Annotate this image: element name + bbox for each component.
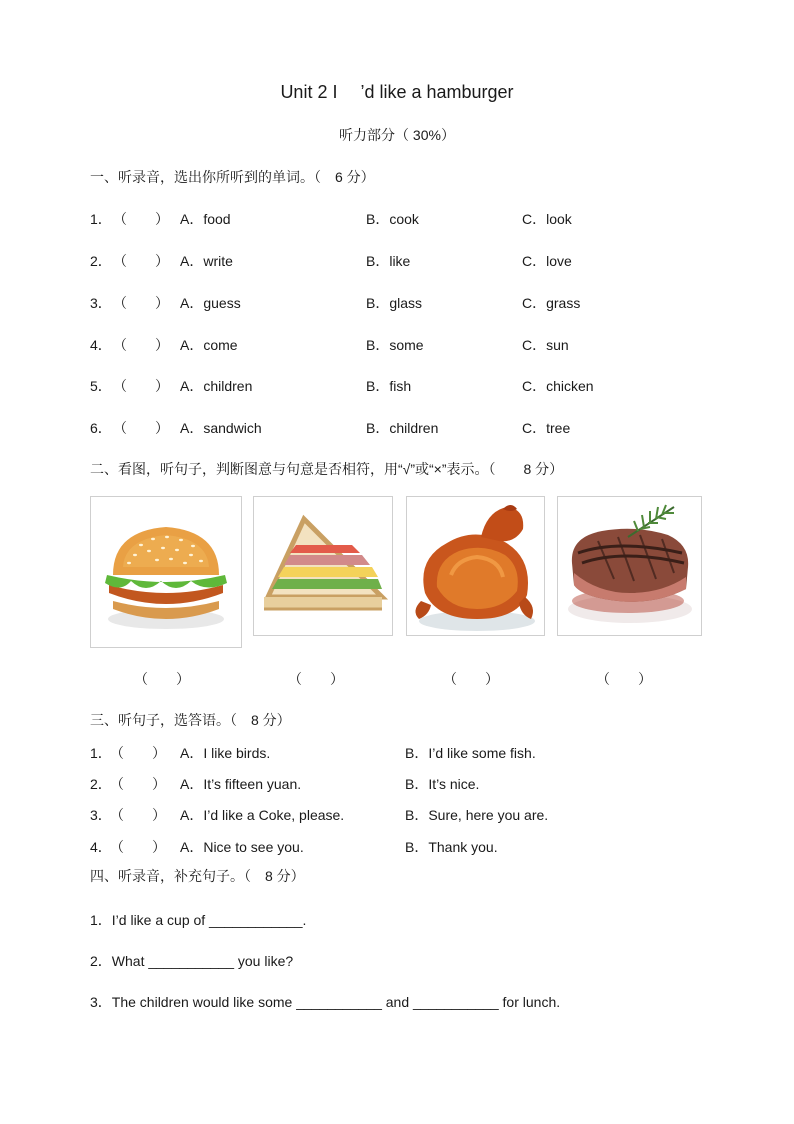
picture-answer-blank[interactable]: （ ）: [443, 671, 499, 687]
option-a: A．I’d like a Coke, please.: [180, 807, 345, 823]
answer-blank[interactable]: （ ）: [110, 839, 166, 855]
picture-answer-blank[interactable]: （ ）: [596, 671, 652, 687]
option-c: C．love: [522, 253, 572, 269]
option-c: C．look: [522, 211, 572, 227]
section-4-heading: 四、听录音，补充句子。（ 8 分）: [90, 868, 305, 884]
sandwich-image: [253, 496, 393, 636]
picture-answer-blank[interactable]: （ ）: [288, 671, 344, 687]
question-number: 4．: [90, 337, 112, 353]
option-b: B．some: [366, 337, 424, 353]
roast-chicken-icon: [407, 497, 544, 635]
option-a: A．guess: [180, 295, 241, 311]
option-b: B．fish: [366, 378, 412, 394]
option-b: B．cook: [366, 211, 419, 227]
steak-image: [557, 496, 702, 636]
question-number: 4．: [90, 839, 112, 855]
option-b: B．like: [366, 253, 411, 269]
option-b: B．Thank you.: [405, 839, 498, 855]
answer-blank[interactable]: （ ）: [110, 745, 166, 761]
option-c: C．grass: [522, 295, 581, 311]
option-a: A．sandwich: [180, 420, 262, 436]
section-3-heading: 三、听句子，选答语。（ 8 分）: [90, 712, 291, 728]
option-b: B．I’d like some fish.: [405, 745, 536, 761]
answer-blank[interactable]: （ ）: [113, 378, 169, 394]
question-number: 1．: [90, 745, 112, 761]
option-a: A．children: [180, 378, 253, 394]
option-a: A．come: [180, 337, 238, 353]
question-number: 2．: [90, 253, 112, 269]
question-number: 5．: [90, 378, 112, 394]
answer-blank[interactable]: （ ）: [110, 807, 166, 823]
question-number: 2．: [90, 776, 112, 792]
picture-answer-blank[interactable]: （ ）: [134, 671, 190, 687]
fill-in-sentence[interactable]: 3．The children would like some ___________ and ___________ for lunch.: [90, 994, 561, 1010]
answer-blank[interactable]: （ ）: [113, 253, 169, 269]
section-2-heading: 二、看图，听句子，判断图意与句意是否相符，用“√”或“×”表示。（ 8 分）: [90, 461, 564, 477]
option-c: C．sun: [522, 337, 569, 353]
question-number: 3．: [90, 807, 112, 823]
hamburger-icon: [91, 497, 241, 647]
fill-in-sentence[interactable]: 1．I’d like a cup of ____________.: [90, 912, 307, 928]
option-b: B．children: [366, 420, 439, 436]
option-a: A．I like birds.: [180, 745, 271, 761]
question-number: 6．: [90, 420, 112, 436]
fill-in-sentence[interactable]: 2．What ___________ you like?: [90, 953, 294, 969]
answer-blank[interactable]: （ ）: [113, 211, 169, 227]
option-b: B．Sure, here you are.: [405, 807, 549, 823]
page-title: Unit 2 I ’d like a hamburger: [280, 82, 514, 102]
answer-blank[interactable]: （ ）: [113, 295, 169, 311]
option-b: B．It’s nice.: [405, 776, 480, 792]
question-number: 1．: [90, 211, 112, 227]
option-a: A．food: [180, 211, 231, 227]
answer-blank[interactable]: （ ）: [113, 337, 169, 353]
section-1-heading: 一、听录音，选出你所听到的单词。（ 6 分）: [90, 169, 375, 185]
option-b: B．glass: [366, 295, 423, 311]
answer-blank[interactable]: （ ）: [113, 420, 169, 436]
answer-blank[interactable]: （ ）: [110, 776, 166, 792]
page-subtitle: 听力部分（ 30%）: [339, 127, 455, 143]
sandwich-icon: [254, 497, 392, 635]
steak-icon: [558, 497, 701, 635]
hamburger-image: [90, 496, 242, 648]
option-c: C．chicken: [522, 378, 594, 394]
option-a: A．It’s fifteen yuan.: [180, 776, 302, 792]
option-c: C．tree: [522, 420, 571, 436]
option-a: A．write: [180, 253, 233, 269]
option-a: A．Nice to see you.: [180, 839, 304, 855]
roast-chicken-image: [406, 496, 545, 636]
question-number: 3．: [90, 295, 112, 311]
